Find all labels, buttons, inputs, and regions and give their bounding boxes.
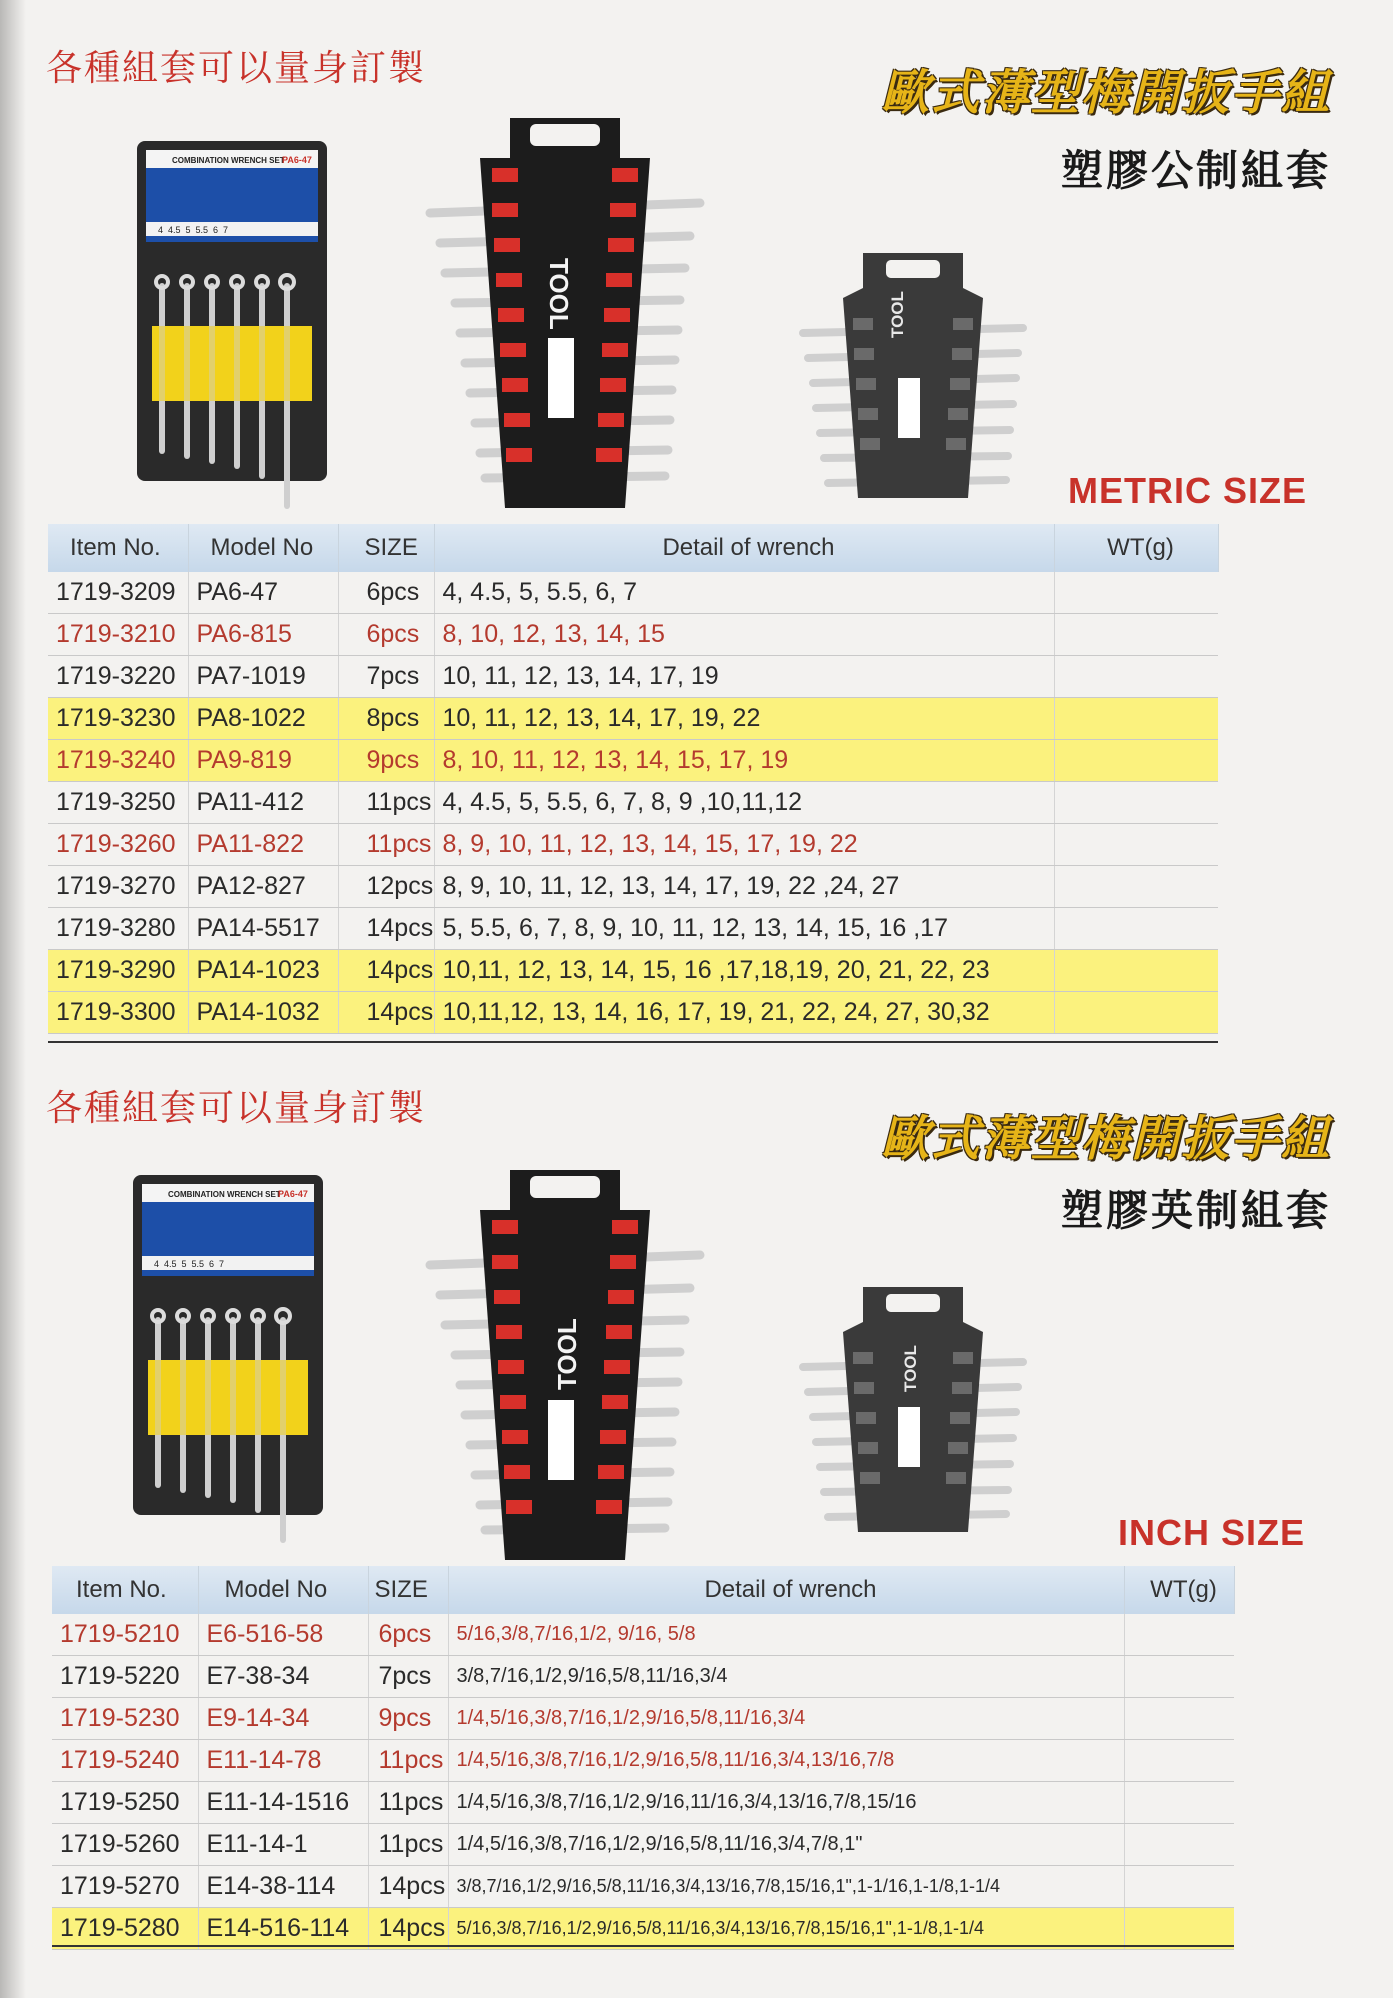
item-no: 1719-3230 <box>48 698 188 740</box>
inch-large-rack-photo <box>400 1160 730 1570</box>
wrench-detail: 4, 4.5, 5, 5.5, 6, 7, 8, 9 ,10,11,12 <box>434 782 1054 824</box>
wrench-detail: 10,11,12, 13, 14, 16, 17, 19, 21, 22, 24, 27, 30,32 <box>434 992 1054 1034</box>
metric-title: 歐式薄型梅開扳手組 <box>880 65 1331 121</box>
wrench-detail: 10, 11, 12, 13, 14, 17, 19 <box>434 656 1054 698</box>
weight <box>1054 782 1218 824</box>
item-no: 1719-3250 <box>48 782 188 824</box>
weight <box>1124 1698 1234 1740</box>
weight <box>1054 572 1218 614</box>
weight <box>1124 1740 1234 1782</box>
table-row <box>52 1866 1234 1908</box>
inch-table-header <box>52 1566 1234 1614</box>
metric-tagline: 各種組套可以量身訂製 <box>46 48 427 89</box>
inch-col-item: Item No. <box>52 1566 198 1614</box>
metric-table-bottom-rule <box>48 1041 1218 1043</box>
metric-col-wt: WT(g) <box>1054 524 1218 572</box>
model-no: PA8-1022 <box>188 698 338 740</box>
table-row <box>48 908 1218 950</box>
item-no: 1719-5260 <box>52 1824 198 1866</box>
set-size: 14pcs <box>338 992 434 1034</box>
model-no: PA11-412 <box>188 782 338 824</box>
metric-card-heading: COMBINATION WRENCH SET <box>172 156 285 165</box>
wrench-detail: 8, 9, 10, 11, 12, 13, 14, 17, 19, 22 ,24, 27 <box>434 866 1054 908</box>
model-no: E6-516-58 <box>198 1614 368 1656</box>
metric-subtitle: 塑膠公制組套 <box>1060 146 1331 195</box>
weight <box>1054 908 1218 950</box>
model-no: E7-38-34 <box>198 1656 368 1698</box>
wrench-detail: 4, 4.5, 5, 5.5, 6, 7 <box>434 572 1054 614</box>
weight <box>1124 1656 1234 1698</box>
item-no: 1719-3260 <box>48 824 188 866</box>
wrench-detail: 1/4,5/16,3/8,7/16,1/2,9/16,5/8,11/16,3/4,7/8,1" <box>448 1824 1124 1866</box>
weight <box>1054 950 1218 992</box>
model-no: PA14-1023 <box>188 950 338 992</box>
metric-card-sizes: 4 4.5 5 5.5 6 7 <box>158 225 229 235</box>
wrench-detail: 8, 10, 12, 13, 14, 15 <box>434 614 1054 656</box>
table-row <box>48 782 1218 824</box>
weight <box>1124 1782 1234 1824</box>
weight <box>1054 656 1218 698</box>
item-no: 1719-3300 <box>48 992 188 1034</box>
weight <box>1124 1866 1234 1908</box>
model-no: PA9-819 <box>188 740 338 782</box>
inch-small-rack-label: TOOL <box>901 1345 920 1392</box>
inch-size-label: INCH SIZE <box>1118 1512 1306 1553</box>
wrench-detail: 1/4,5/16,3/8,7/16,1/2,9/16,5/8,11/16,3/4 <box>448 1698 1124 1740</box>
item-no: 1719-3270 <box>48 866 188 908</box>
weight <box>1054 740 1218 782</box>
table-row <box>52 1614 1234 1656</box>
table-row <box>52 1740 1234 1782</box>
metric-rack-label: TOOL <box>544 258 574 330</box>
model-no: PA7-1019 <box>188 656 338 698</box>
inch-tagline: 各種組套可以量身訂製 <box>46 1088 427 1129</box>
metric-spec-table <box>48 524 1219 1034</box>
inch-card-sizes: 4 4.5 5 5.5 6 7 <box>154 1259 225 1269</box>
inch-col-size: SIZE <box>368 1566 448 1614</box>
item-no: 1719-3209 <box>48 572 188 614</box>
set-size: 11pcs <box>368 1740 448 1782</box>
wrench-detail: 5/16,3/8,7/16,1/2, 9/16, 5/8 <box>448 1614 1124 1656</box>
table-row <box>48 824 1218 866</box>
wrench-detail: 8, 9, 10, 11, 12, 13, 14, 15, 17, 19, 22 <box>434 824 1054 866</box>
model-no: E14-516-114 <box>198 1908 368 1950</box>
inch-col-wt: WT(g) <box>1124 1566 1234 1614</box>
model-no: PA6-47 <box>188 572 338 614</box>
set-size: 8pcs <box>338 698 434 740</box>
item-no: 1719-3220 <box>48 656 188 698</box>
metric-small-rack-photo <box>778 248 1048 508</box>
weight <box>1054 698 1218 740</box>
inch-card-model: PA6-47 <box>278 1189 308 1199</box>
metric-card-set-photo <box>132 136 332 526</box>
model-no: E9-14-34 <box>198 1698 368 1740</box>
metric-col-size: SIZE <box>338 524 434 572</box>
set-size: 6pcs <box>338 614 434 656</box>
set-size: 7pcs <box>368 1656 448 1698</box>
inch-spec-table <box>52 1566 1235 1950</box>
model-no: E14-38-114 <box>198 1866 368 1908</box>
model-no: E11-14-78 <box>198 1740 368 1782</box>
set-size: 7pcs <box>338 656 434 698</box>
item-no: 1719-5220 <box>52 1656 198 1698</box>
model-no: PA11-822 <box>188 824 338 866</box>
model-no: PA6-815 <box>188 614 338 656</box>
metric-col-item: Item No. <box>48 524 188 572</box>
item-no: 1719-5230 <box>52 1698 198 1740</box>
table-row <box>48 572 1218 614</box>
item-no: 1719-3290 <box>48 950 188 992</box>
inch-col-detail: Detail of wrench <box>448 1566 1124 1614</box>
inch-section <box>0 1060 1393 1998</box>
set-size: 11pcs <box>338 782 434 824</box>
inch-card-heading: COMBINATION WRENCH SET <box>168 1190 281 1199</box>
table-row <box>52 1782 1234 1824</box>
table-row <box>52 1824 1234 1866</box>
set-size: 14pcs <box>338 950 434 992</box>
wrench-detail: 5/16,3/8,7/16,1/2,9/16,5/8,11/16,3/4,13/16,7/8,15/16,1",1-1/8,1-1/4 <box>448 1908 1124 1950</box>
metric-table-header <box>48 524 1218 572</box>
item-no: 1719-5280 <box>52 1908 198 1950</box>
set-size: 6pcs <box>338 572 434 614</box>
wrench-detail: 1/4,5/16,3/8,7/16,1/2,9/16,5/8,11/16,3/4,13/16,7/8 <box>448 1740 1124 1782</box>
wrench-detail: 8, 10, 11, 12, 13, 14, 15, 17, 19 <box>434 740 1054 782</box>
model-no: E11-14-1 <box>198 1824 368 1866</box>
inch-small-rack-photo <box>778 1282 1048 1542</box>
wrench-detail: 10,11, 12, 13, 14, 15, 16 ,17,18,19, 20, 21, 22, 23 <box>434 950 1054 992</box>
set-size: 14pcs <box>368 1908 448 1950</box>
table-row <box>48 866 1218 908</box>
table-row <box>52 1656 1234 1698</box>
model-no: PA14-1032 <box>188 992 338 1034</box>
wrench-detail: 10, 11, 12, 13, 14, 17, 19, 22 <box>434 698 1054 740</box>
table-row <box>52 1698 1234 1740</box>
metric-card-model: PA6-47 <box>282 155 312 165</box>
wrench-detail: 5, 5.5, 6, 7, 8, 9, 10, 11, 12, 13, 14, 15, 16 ,17 <box>434 908 1054 950</box>
set-size: 9pcs <box>338 740 434 782</box>
metric-col-model: Model No <box>188 524 338 572</box>
inch-rack-label: TOOL <box>552 1318 582 1390</box>
metric-small-rack-label: TOOL <box>888 291 907 338</box>
weight <box>1124 1614 1234 1656</box>
item-no: 1719-5250 <box>52 1782 198 1824</box>
weight <box>1124 1824 1234 1866</box>
metric-large-rack-photo <box>400 108 730 518</box>
model-no: PA12-827 <box>188 866 338 908</box>
model-no: PA14-5517 <box>188 908 338 950</box>
weight <box>1054 866 1218 908</box>
set-size: 11pcs <box>368 1824 448 1866</box>
item-no: 1719-5240 <box>52 1740 198 1782</box>
set-size: 9pcs <box>368 1698 448 1740</box>
weight <box>1124 1908 1234 1950</box>
set-size: 11pcs <box>368 1782 448 1824</box>
inch-card-set-photo <box>128 1170 328 1560</box>
model-no: E11-14-1516 <box>198 1782 368 1824</box>
inch-col-model: Model No <box>198 1566 368 1614</box>
inch-subtitle: 塑膠英制組套 <box>1060 1186 1331 1235</box>
set-size: 11pcs <box>338 824 434 866</box>
table-row <box>48 656 1218 698</box>
table-row <box>48 740 1218 782</box>
wrench-detail: 3/8,7/16,1/2,9/16,5/8,11/16,3/4,13/16,7/8,15/16,1",1-1/16,1-1/8,1-1/4 <box>448 1866 1124 1908</box>
wrench-detail: 3/8,7/16,1/2,9/16,5/8,11/16,3/4 <box>448 1656 1124 1698</box>
table-row <box>48 950 1218 992</box>
item-no: 1719-5210 <box>52 1614 198 1656</box>
weight <box>1054 992 1218 1034</box>
set-size: 12pcs <box>338 866 434 908</box>
item-no: 1719-3280 <box>48 908 188 950</box>
set-size: 14pcs <box>368 1866 448 1908</box>
metric-size-label: METRIC SIZE <box>1068 470 1308 511</box>
item-no: 1719-3240 <box>48 740 188 782</box>
wrench-detail: 1/4,5/16,3/8,7/16,1/2,9/16,11/16,3/4,13/16,7/8,15/16 <box>448 1782 1124 1824</box>
table-row <box>52 1908 1234 1950</box>
inch-table-bottom-rule <box>52 1945 1234 1947</box>
inch-title: 歐式薄型梅開扳手組 <box>880 1111 1331 1167</box>
table-row <box>48 992 1218 1034</box>
item-no: 1719-3210 <box>48 614 188 656</box>
metric-col-detail: Detail of wrench <box>434 524 1054 572</box>
weight <box>1054 614 1218 656</box>
item-no: 1719-5270 <box>52 1866 198 1908</box>
table-row <box>48 614 1218 656</box>
table-row <box>48 698 1218 740</box>
set-size: 6pcs <box>368 1614 448 1656</box>
weight <box>1054 824 1218 866</box>
set-size: 14pcs <box>338 908 434 950</box>
